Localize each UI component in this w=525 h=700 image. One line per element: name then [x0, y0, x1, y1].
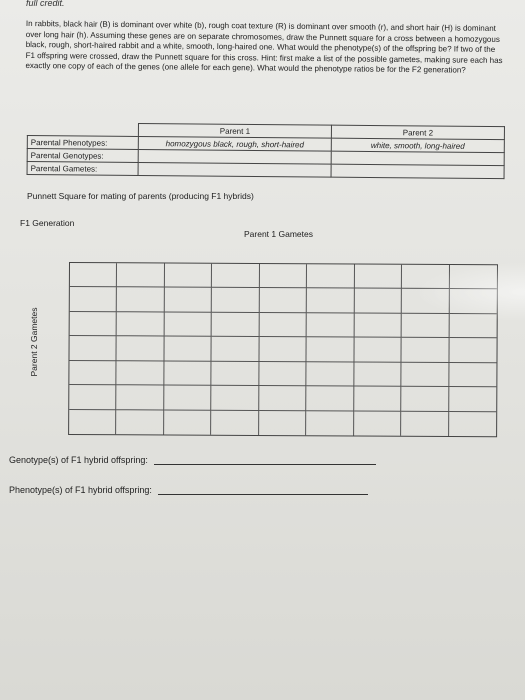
punnett-grid — [68, 262, 498, 437]
punnett-cell[interactable] — [306, 386, 354, 411]
punnett-cell[interactable] — [164, 312, 212, 337]
punnett-cell[interactable] — [259, 337, 307, 362]
punnett-cell[interactable] — [401, 362, 449, 387]
punnett-cell[interactable] — [259, 313, 307, 338]
punnett-cell[interactable] — [354, 387, 402, 412]
parent1-phenotype[interactable]: homozygous black, rough, short-haired — [138, 136, 331, 151]
gametes-label: Parental Gametes: — [27, 162, 138, 176]
genotype-label: Genotype(s) of F1 hybrid offspring: — [9, 455, 148, 465]
punnett-cell[interactable] — [402, 338, 450, 363]
punnett-cell[interactable] — [117, 312, 165, 337]
punnett-cell[interactable] — [354, 362, 402, 387]
parents-table — [27, 122, 505, 179]
punnett-cell[interactable] — [401, 411, 449, 436]
punnett-cell[interactable] — [449, 338, 497, 363]
punnett-cell[interactable] — [164, 410, 212, 435]
punnett-cell[interactable] — [165, 264, 213, 289]
parent2-phenotype[interactable]: white, smooth, long-haired — [331, 138, 504, 153]
punnett-cell[interactable] — [165, 288, 213, 313]
punnett-cell[interactable] — [69, 410, 117, 435]
punnett-cell[interactable] — [259, 386, 307, 411]
punnett-cell[interactable] — [117, 361, 165, 386]
punnett-cell[interactable] — [307, 338, 355, 363]
parent2-header: Parent 2 — [331, 125, 504, 140]
punnett-cell[interactable] — [212, 361, 260, 386]
punnett-cell[interactable] — [307, 313, 355, 338]
parent1-header: Parent 1 — [138, 123, 331, 138]
punnett-cell[interactable] — [354, 289, 402, 314]
punnett-section-title: Punnett Square for mating of parents (producing F1 hybrids) — [27, 191, 254, 201]
parents-table-corner — [27, 123, 138, 137]
punnett-cell[interactable] — [401, 387, 449, 412]
parent2-gametes-label: Parent 2 Gametes — [29, 307, 39, 377]
punnett-cell[interactable] — [449, 387, 497, 412]
punnett-cell[interactable] — [211, 410, 259, 435]
punnett-cell[interactable] — [164, 386, 212, 411]
punnett-cell[interactable] — [70, 312, 118, 337]
punnett-cell[interactable] — [449, 289, 497, 314]
punnett-cell[interactable] — [354, 411, 402, 436]
genotype-answer-line[interactable] — [154, 455, 376, 465]
punnett-cell[interactable] — [449, 265, 497, 290]
punnett-cell[interactable] — [212, 288, 260, 313]
punnett-cell[interactable] — [402, 289, 450, 314]
punnett-cell[interactable] — [212, 337, 260, 362]
punnett-square — [68, 262, 498, 437]
punnett-cell[interactable] — [307, 362, 355, 387]
f1-generation-label: F1 Generation — [20, 218, 75, 228]
problem-prompt: In rabbits, black hair (B) is dominant over white (b), rough coat texture (R) is dominant over smooth (r), and short hair (H) is dominant over long hair (h). Assuming these genes are on separate chromosomes, draw the Punnett square for a cross between a homozygous black, rough, short-haired rabbit and a white, smooth, long-haired one. What would the phenotype(s) of the offspring be? If two of the F1 offspring were crossed, draw the Punnett square for this cross. Hint: first make a list of the possible gametes, making sure each has exactly one copy of each of the genes (one allele for each gene). What would the phenotype ratios be for the F2 generation? — [25, 19, 503, 75]
punnett-cell[interactable] — [117, 385, 165, 410]
genotypes-label: Parental Genotypes: — [27, 149, 138, 163]
punnett-cell[interactable] — [69, 336, 117, 361]
punnett-cell[interactable] — [69, 361, 117, 386]
punnett-cell[interactable] — [449, 363, 497, 388]
punnett-cell[interactable] — [354, 338, 402, 363]
punnett-cell[interactable] — [117, 410, 165, 435]
punnett-cell[interactable] — [117, 288, 165, 313]
punnett-cell[interactable] — [306, 411, 354, 436]
parent1-gametes-label: Parent 1 Gametes — [244, 229, 313, 239]
phenotypes-label: Parental Phenotypes: — [27, 136, 138, 150]
genotype-answer — [9, 455, 376, 465]
punnett-cell[interactable] — [70, 287, 118, 312]
punnett-cell[interactable] — [69, 385, 117, 410]
punnett-cell[interactable] — [402, 314, 450, 339]
phenotype-answer-line[interactable] — [158, 485, 368, 495]
punnett-cell[interactable] — [355, 264, 403, 289]
punnett-cell[interactable] — [70, 263, 118, 288]
punnett-cell[interactable] — [117, 263, 165, 288]
punnett-cell[interactable] — [307, 289, 355, 314]
parent2-gametes-field[interactable] — [331, 164, 504, 179]
header-fragment: full credit. — [26, 0, 65, 8]
punnett-cell[interactable] — [212, 313, 260, 338]
punnett-cell[interactable] — [260, 264, 308, 289]
punnett-cell[interactable] — [117, 337, 165, 362]
punnett-cell[interactable] — [260, 288, 308, 313]
punnett-cell[interactable] — [449, 314, 497, 339]
punnett-cell[interactable] — [259, 411, 307, 436]
phenotype-label: Phenotype(s) of F1 hybrid offspring: — [9, 485, 152, 495]
phenotype-answer — [9, 485, 368, 495]
parent1-gametes-field[interactable] — [138, 162, 331, 177]
punnett-cell[interactable] — [212, 386, 260, 411]
punnett-cell[interactable] — [307, 264, 355, 289]
punnett-cell[interactable] — [449, 412, 497, 437]
punnett-cell[interactable] — [259, 362, 307, 387]
punnett-cell[interactable] — [402, 265, 450, 290]
punnett-cell[interactable] — [212, 264, 260, 289]
punnett-cell[interactable] — [164, 337, 212, 362]
punnett-cell[interactable] — [164, 361, 212, 386]
gametes-row — [27, 162, 504, 179]
punnett-cell[interactable] — [354, 313, 402, 338]
